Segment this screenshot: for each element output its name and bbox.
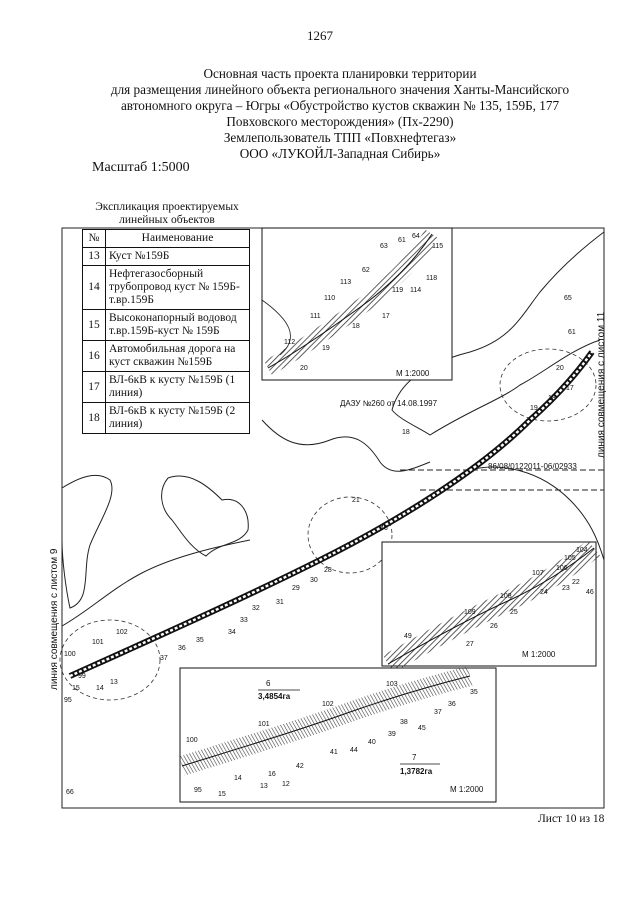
svg-text:24: 24 (540, 589, 548, 596)
inset-bottom-scale: М 1:2000 (450, 785, 484, 794)
svg-text:101: 101 (92, 639, 104, 646)
title-line: для размещения линейного объекта регионального значения Ханты-Мансийского (110, 82, 570, 97)
inset-middle (382, 542, 596, 666)
area-2-number: 7 (412, 753, 417, 762)
svg-text:36: 36 (448, 701, 456, 708)
svg-text:20: 20 (300, 365, 308, 372)
svg-text:25: 25 (510, 609, 518, 616)
title-line: автономного округа – Югры «Обустройство кустов скважин № 135, 159Б, 177 (120, 98, 560, 113)
svg-text:109: 109 (464, 609, 476, 616)
svg-text:112: 112 (284, 339, 296, 346)
table-header-row (83, 230, 250, 248)
svg-text:21: 21 (352, 497, 360, 504)
header-num: № (83, 230, 106, 248)
svg-text:13: 13 (260, 783, 268, 790)
row-name: Автомобильная дорога на куст скважин №159Б (106, 341, 250, 372)
explication-table (82, 229, 250, 434)
svg-text:105: 105 (564, 555, 576, 562)
svg-text:44: 44 (350, 747, 358, 754)
table-row (83, 341, 250, 372)
svg-text:39: 39 (388, 731, 396, 738)
svg-text:66: 66 (66, 789, 74, 796)
svg-text:22: 22 (572, 579, 580, 586)
svg-text:119: 119 (392, 287, 404, 294)
svg-text:111: 111 (310, 313, 321, 320)
svg-text:13: 13 (110, 679, 118, 686)
svg-text:100: 100 (186, 737, 198, 744)
svg-text:38: 38 (400, 719, 408, 726)
table-row (83, 372, 250, 403)
inset-bottom (180, 668, 496, 802)
svg-text:45: 45 (418, 725, 426, 732)
svg-text:115: 115 (432, 243, 444, 250)
svg-text:107: 107 (532, 570, 544, 577)
svg-text:18: 18 (352, 323, 360, 330)
svg-text:102: 102 (322, 701, 334, 708)
lake-west (62, 475, 112, 608)
callout-circle-top (500, 349, 596, 421)
svg-text:102: 102 (116, 629, 128, 636)
svg-text:95: 95 (194, 787, 202, 794)
svg-text:62: 62 (362, 267, 370, 274)
svg-text:99: 99 (78, 673, 86, 680)
svg-text:46: 46 (380, 525, 388, 532)
svg-text:34: 34 (228, 629, 236, 636)
svg-text:63: 63 (380, 243, 388, 250)
svg-text:113: 113 (340, 279, 352, 286)
title-line: Основная часть проекта планировки территории (203, 66, 477, 81)
svg-text:95: 95 (64, 697, 72, 704)
svg-text:37: 37 (160, 655, 168, 662)
svg-text:35: 35 (470, 689, 478, 696)
row-num: 15 (83, 310, 106, 341)
inset-top-scale: М 1:2000 (396, 369, 430, 378)
swamp-center (162, 476, 249, 556)
scale-label: Масштаб 1:5000 (92, 160, 190, 175)
cadastral-number: 86/08/0122011-06/02933 (488, 462, 577, 471)
row-name: Нефтегазосборный трубопровод куст № 159Б-т.вр.159Б (106, 266, 250, 310)
svg-text:16: 16 (268, 771, 276, 778)
svg-text:108: 108 (500, 593, 512, 600)
svg-text:14: 14 (234, 775, 242, 782)
svg-text:61: 61 (568, 329, 576, 336)
svg-text:29: 29 (292, 585, 300, 592)
table-row (83, 248, 250, 266)
svg-text:14: 14 (96, 685, 104, 692)
area-1-number: 6 (266, 679, 271, 688)
svg-text:41: 41 (330, 749, 338, 756)
svg-text:20: 20 (556, 365, 564, 372)
svg-text:28: 28 (324, 567, 332, 574)
svg-text:106: 106 (556, 565, 568, 572)
table-row (83, 310, 250, 341)
svg-text:23: 23 (562, 585, 570, 592)
match-line-left: линия совмещения с листом 9 (49, 548, 60, 690)
svg-text:101: 101 (258, 721, 270, 728)
row-num: 17 (83, 372, 106, 403)
page-number: 1267 (307, 28, 333, 43)
svg-text:15: 15 (218, 791, 226, 798)
svg-text:64: 64 (412, 233, 420, 240)
river-bend (262, 420, 430, 471)
svg-text:100: 100 (64, 651, 76, 658)
svg-text:33: 33 (240, 617, 248, 624)
title-line: Землепользователь ТПП «Повхнефтегаз» (223, 130, 457, 145)
svg-text:46: 46 (586, 589, 594, 596)
match-line-right: линия совмещения с листом 11 (596, 311, 607, 458)
svg-text:15: 15 (72, 685, 80, 692)
svg-text:40: 40 (368, 739, 376, 746)
svg-text:104: 104 (576, 547, 588, 554)
svg-text:17: 17 (382, 313, 390, 320)
title-line: Повховского месторождения» (Пх-2290) (226, 114, 454, 129)
svg-text:18: 18 (402, 429, 410, 436)
cadastral-boundary (400, 470, 604, 490)
explication-caption: Экспликация проектируемых линейных объектов (95, 201, 239, 226)
row-num: 13 (83, 248, 106, 266)
svg-text:114: 114 (410, 287, 422, 294)
row-num: 14 (83, 266, 106, 310)
svg-text:65: 65 (564, 295, 572, 302)
row-name: ВЛ-6кВ к кусту №159Б (1 линия) (106, 372, 250, 403)
svg-text:36: 36 (178, 645, 186, 652)
row-num: 16 (83, 341, 106, 372)
row-name: Высоконапорный водовод т.вр.159Б-куст № 159Б (106, 310, 250, 341)
contour-south (62, 540, 250, 626)
svg-text:27: 27 (466, 641, 474, 648)
dazu-label: ДАЗУ №260 от 14.08.1997 (340, 399, 438, 408)
svg-text:26: 26 (490, 623, 498, 630)
row-name: Куст №159Б (106, 248, 250, 266)
sheet-label: Лист 10 из 18 (538, 813, 605, 825)
svg-text:31: 31 (276, 599, 284, 606)
svg-text:30: 30 (310, 577, 318, 584)
area-1-value: 3,4854га (258, 692, 291, 701)
svg-text:110: 110 (324, 295, 336, 302)
title-line: ООО «ЛУКОЙЛ-Западная Сибирь» (239, 146, 441, 161)
row-name: ВЛ-6кВ к кусту №159Б (2 линия) (106, 403, 250, 434)
svg-text:17: 17 (566, 385, 574, 392)
area-2-value: 1,3782га (400, 767, 433, 776)
svg-text:18: 18 (548, 395, 556, 402)
svg-text:103: 103 (386, 681, 398, 688)
svg-text:37: 37 (434, 709, 442, 716)
svg-text:118: 118 (426, 275, 438, 282)
svg-text:19: 19 (322, 345, 330, 352)
inset-top (262, 228, 452, 380)
row-num: 18 (83, 403, 106, 434)
svg-text:35: 35 (196, 637, 204, 644)
table-row (83, 266, 250, 310)
svg-text:32: 32 (252, 605, 260, 612)
svg-text:61: 61 (398, 237, 406, 244)
svg-text:12: 12 (282, 781, 290, 788)
header-name: Наименование (106, 230, 250, 248)
table-row (83, 403, 250, 434)
inset-middle-scale: М 1:2000 (522, 650, 556, 659)
svg-text:42: 42 (296, 763, 304, 770)
svg-text:49: 49 (404, 633, 412, 640)
svg-text:19: 19 (530, 405, 538, 412)
